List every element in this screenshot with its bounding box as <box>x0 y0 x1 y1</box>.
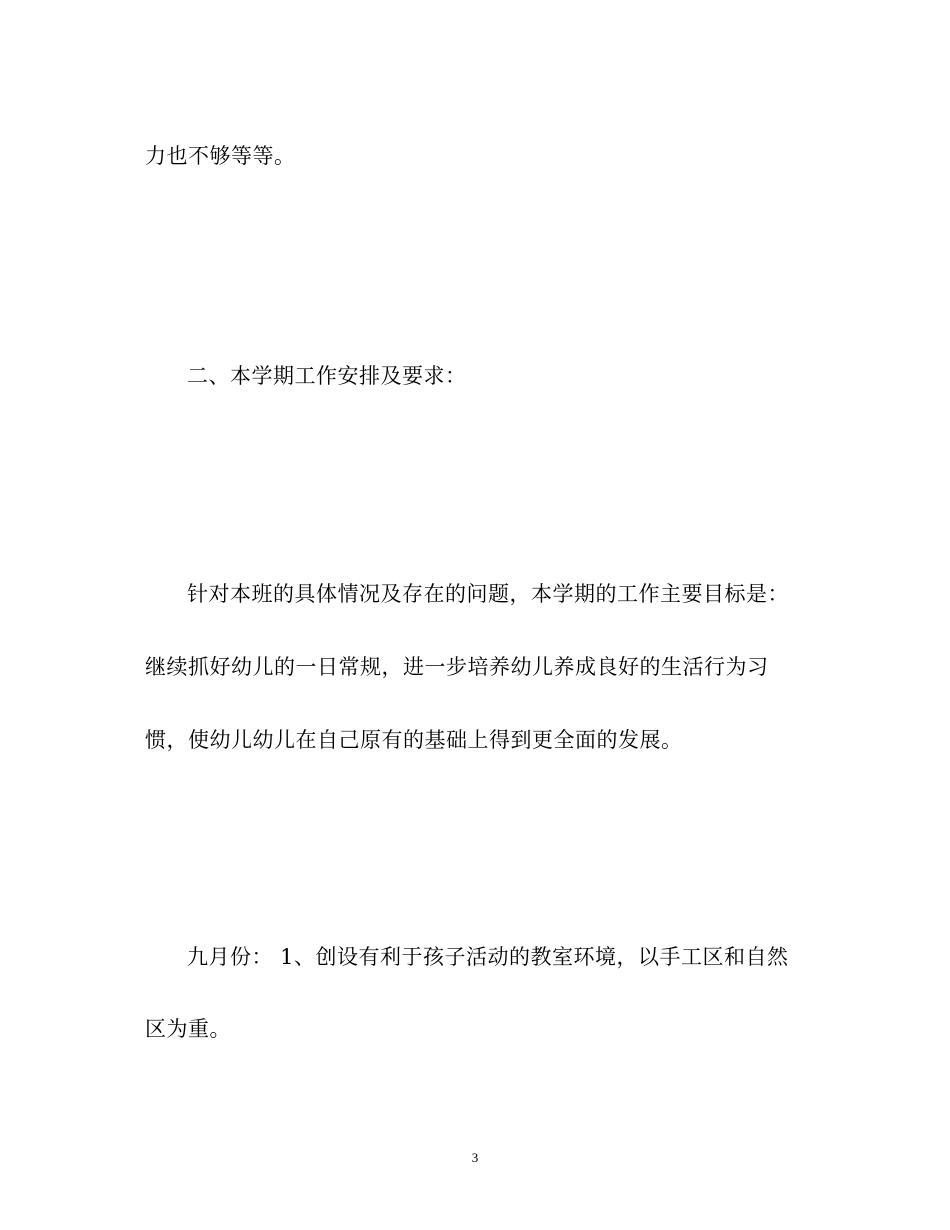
page-number: 3 <box>471 1150 479 1165</box>
september-plan-line-2: 区为重。 <box>145 1017 231 1041</box>
september-plan-line-1: 九月份： 1、创设有利于孩子活动的教室环境，以手工区和自然 <box>187 945 789 969</box>
paragraph-continuation-line: 力也不够等等。 <box>145 144 296 168</box>
goal-paragraph-line-3: 惯，使幼儿幼儿在自己原有的基础上得到更全面的发展。 <box>145 728 683 752</box>
goal-paragraph-line-2: 继续抓好幼儿的一日常规，进一步培养幼儿养成良好的生活行为习 <box>145 655 769 679</box>
goal-paragraph-line-1: 针对本班的具体情况及存在的问题，本学期的工作主要目标是： <box>187 582 789 606</box>
section-heading: 二、本学期工作安排及要求： <box>187 364 467 388</box>
